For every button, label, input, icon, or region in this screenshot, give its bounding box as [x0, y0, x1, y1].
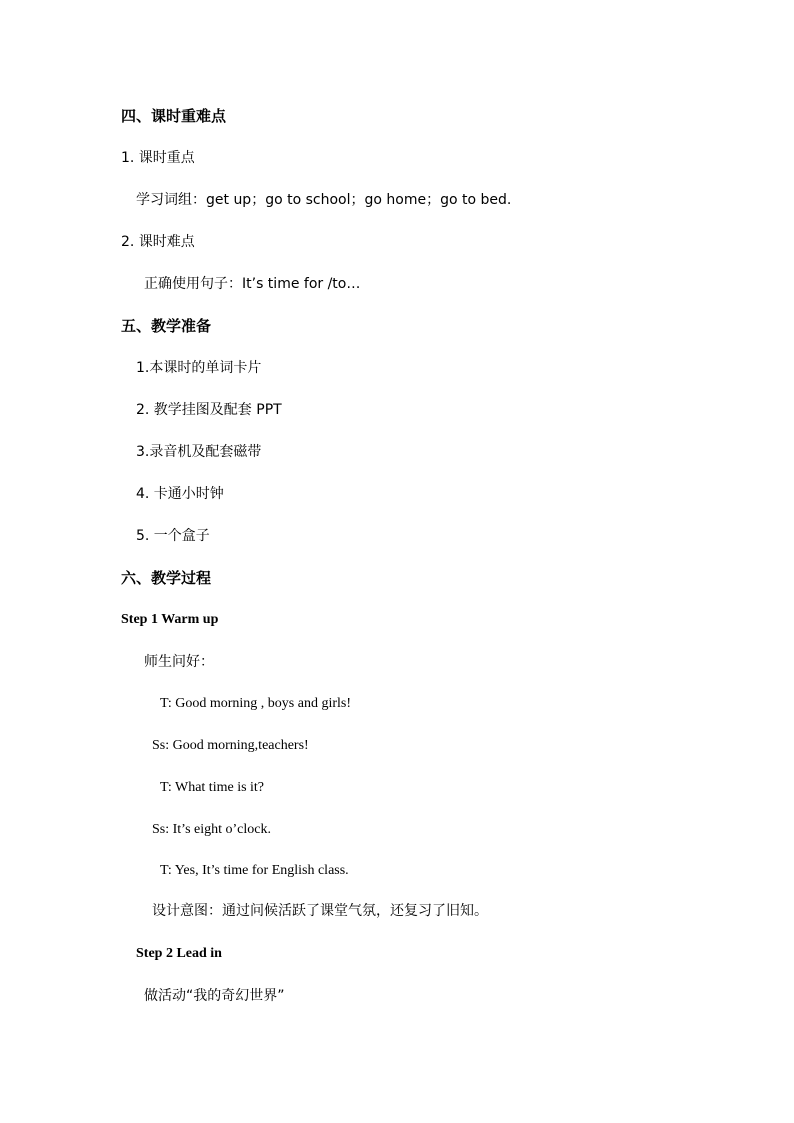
step1-design-intent: 设计意图：通过问候活跃了课堂气氛，还复习了旧知。 [152, 903, 488, 919]
section-heading-preparation: 五、教学准备 [121, 317, 212, 335]
preparation-item-5: 5. 一个盒子 [136, 528, 210, 544]
preparation-item-3: 3.录音机及配套磁带 [136, 444, 262, 460]
dialogue-line: T: Good morning , boys and girls! [160, 696, 352, 711]
item-key-points-title: 1. 课时重点 [121, 150, 195, 166]
preparation-item-2: 2. 教学挂图及配套 PPT [136, 402, 282, 418]
step2-activity: 做活动“我的奇幻世界” [144, 988, 285, 1004]
preparation-item-4: 4. 卡通小时钟 [136, 486, 224, 502]
item-difficult-points-text: 正确使用句子：It’s time for /to… [144, 276, 361, 292]
dialogue-line: T: What time is it? [160, 780, 265, 795]
dialogue-line: Ss: It’s eight o’clock. [152, 822, 271, 837]
dialogue-line: T: Yes, It’s time for English class. [160, 863, 349, 878]
step1-title: Step 1 Warm up [121, 612, 219, 627]
item-key-points-text: 学习词组：get up；go to school；go home；go to bed. [136, 192, 512, 208]
step1-intro: 师生问好： [144, 654, 214, 670]
step2-title: Step 2 Lead in [136, 946, 222, 961]
dialogue-line: Ss: Good morning,teachers! [152, 738, 309, 753]
section-heading-teaching-process: 六、教学过程 [121, 569, 212, 587]
item-difficult-points-title: 2. 课时难点 [121, 234, 195, 250]
section-heading-key-points: 四、课时重难点 [121, 107, 227, 125]
preparation-item-1: 1.本课时的单词卡片 [136, 360, 262, 376]
